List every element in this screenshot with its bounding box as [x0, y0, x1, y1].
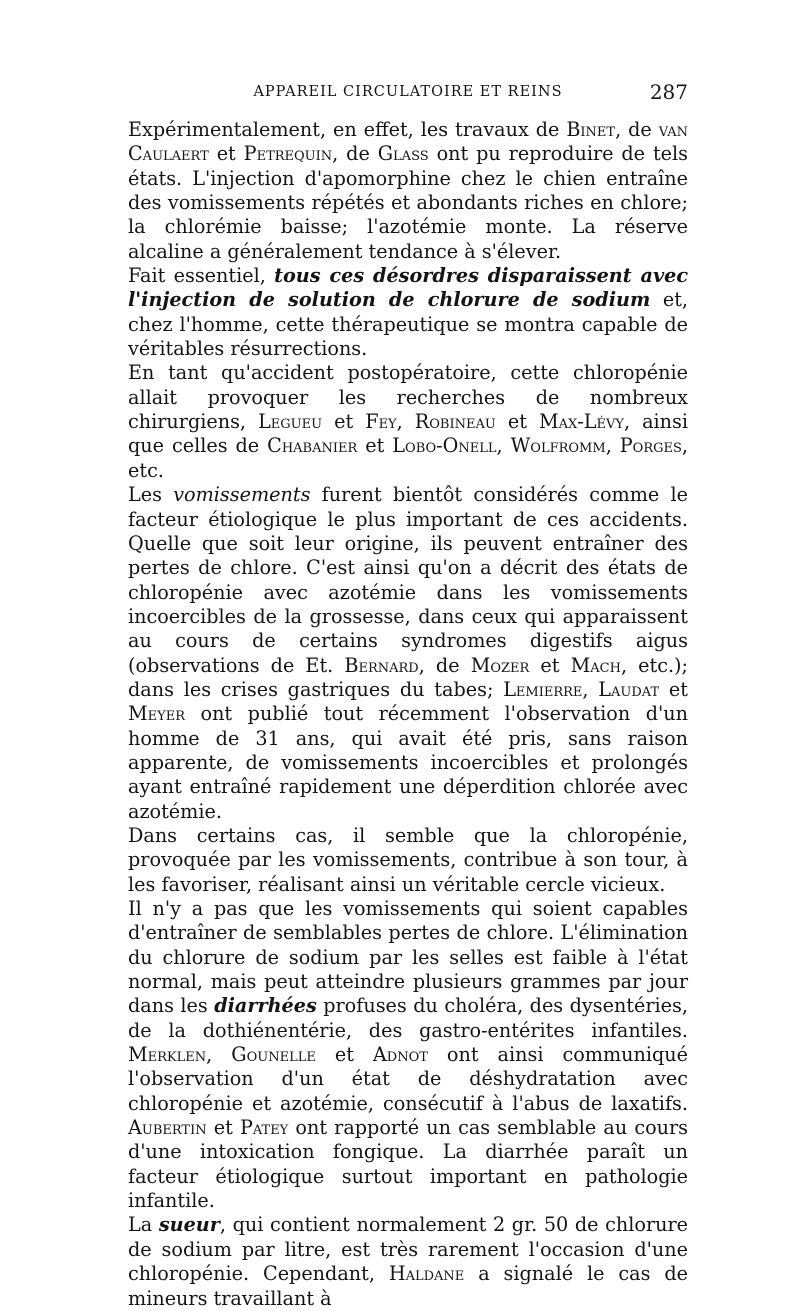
author-name: van Caulaert: [128, 118, 688, 166]
emphasis: diarrhées: [214, 994, 317, 1018]
author-name: Petrequin: [243, 142, 333, 166]
author-name: Lemierre: [503, 677, 583, 701]
emphasis: sueur: [158, 1213, 220, 1237]
author-name: Glass: [377, 142, 429, 166]
page-number: 287: [649, 80, 688, 104]
author-name: Merklen: [128, 1043, 207, 1067]
author-name: Robineau: [414, 410, 496, 434]
author-name: Laudat: [598, 677, 660, 701]
author-name: Aubertin: [128, 1116, 207, 1140]
paragraph: Les vomissements furent bientôt considérés comme le facteur étiologique le plus important de ces accidents. Quelle que soit leur origine, ils peuvent entraîner des pertes de chlore. C'est ainsi qu'on a décrit des états de chloropénie avec azotémie dans les vomissements incoercibles de la grossesse, dans ceux qui apparaissent au cours de certains syndromes digestifs aigus (observations de Et. Bernard, de Mozer et Mach, etc.); dans les crises gastriques du tabes; Lemierre, Laudat et Meyer ont publié tout récemment l'observation d'un homme de 31 ans, qui avait été pris, sans raison apparente, de vomissements incoercibles et prolongés ayant entraîné rapidement une déperdition chlorée avec azotémie.: [128, 483, 689, 823]
paragraph: Expérimentalement, en effet, les travaux de Binet, de van Caulaert et Petrequin, de Glass ont pu reproduire de tels états. L'injection d'apomorphine chez le chien entraîne des vomissements répétés et abondants riches en chlore; la chlorémie baisse; l'azotémie monte. La réserve alcaline a généralement tendance à s'élever.: [128, 118, 688, 263]
author-name: Meyer: [128, 702, 185, 726]
author-name: Max-Lévy: [538, 410, 624, 434]
author-name: Wolfromm: [510, 434, 606, 458]
author-name: Haldane: [388, 1262, 465, 1286]
author-name: Binet: [566, 118, 616, 141]
running-head: APPAREIL CIRCULATOIRE ET REINS: [253, 84, 563, 100]
author-name: Legueu: [258, 410, 323, 434]
page-header: [128, 80, 688, 110]
author-name: Fey: [365, 410, 397, 434]
emphasis: tous ces désordres disparaissent avec l'injection de solution de chlorure de sodium: [128, 264, 688, 312]
emphasis: vomissements: [173, 483, 311, 507]
author-name: Lobo-Onell: [392, 434, 497, 458]
author-name: Bernard: [344, 653, 419, 677]
author-name: Chabanier: [267, 434, 358, 458]
paragraph: Il n'y a pas que les vomissements qui soient capables d'entraîner de semblables pertes de chlore. L'élimination du chlorure de sodium par les selles est faible à l'état normal, mais peut atteindre plusieurs grammes par jour dans les diarrhées profuses du choléra, des dysentéries, de la dothiénentérie, des gastro-entérites infantiles. Merklen, Gounelle et Adnot ont ainsi communiqué l'observation d'un état de déshydratation avec chloropénie et azotémie, consécutif à l'abus de laxatifs. Aubertin et Patey ont rapporté un cas semblable au cours d'une intoxication fongique. La diarrhée paraît un facteur étiologique surtout important en pathologie infantile.: [128, 897, 689, 1213]
paragraph: En tant qu'accident postopératoire, cette chloropénie allait provoquer les recherches de nombreux chirurgiens, Legueu et Fey, Robineau et Max-Lévy, ainsi que celles de Chabanier et Lobo-Onell, Wolfromm, Porges, etc.: [128, 361, 689, 482]
paragraph: Fait essentiel, tous ces désordres disparaissent avec l'injection de solution de chlorure de sodium et, chez l'homme, cette thérapeutique se montra capable de véritables résurrections.: [128, 264, 689, 361]
paragraph: La sueur, qui contient normalement 2 gr. 50 de chlorure de sodium par litre, est très rarement l'occasion d'une chloropénie. Cependant, Haldane a signalé le cas de mineurs travaillant à: [128, 1213, 688, 1310]
author-name: Adnot: [372, 1043, 428, 1067]
author-name: Mach: [570, 653, 621, 677]
author-name: Mozer: [470, 653, 530, 677]
author-name: Patey: [239, 1116, 289, 1140]
author-name: Porges: [619, 434, 682, 458]
author-name: Gounelle: [231, 1043, 316, 1067]
body-text: [128, 118, 688, 1311]
paragraph: Dans certains cas, il semble que la chloropénie, provoquée par les vomissements, contribue à son tour, à les favoriser, réalisant ainsi un véritable cercle vicieux.: [128, 823, 688, 896]
